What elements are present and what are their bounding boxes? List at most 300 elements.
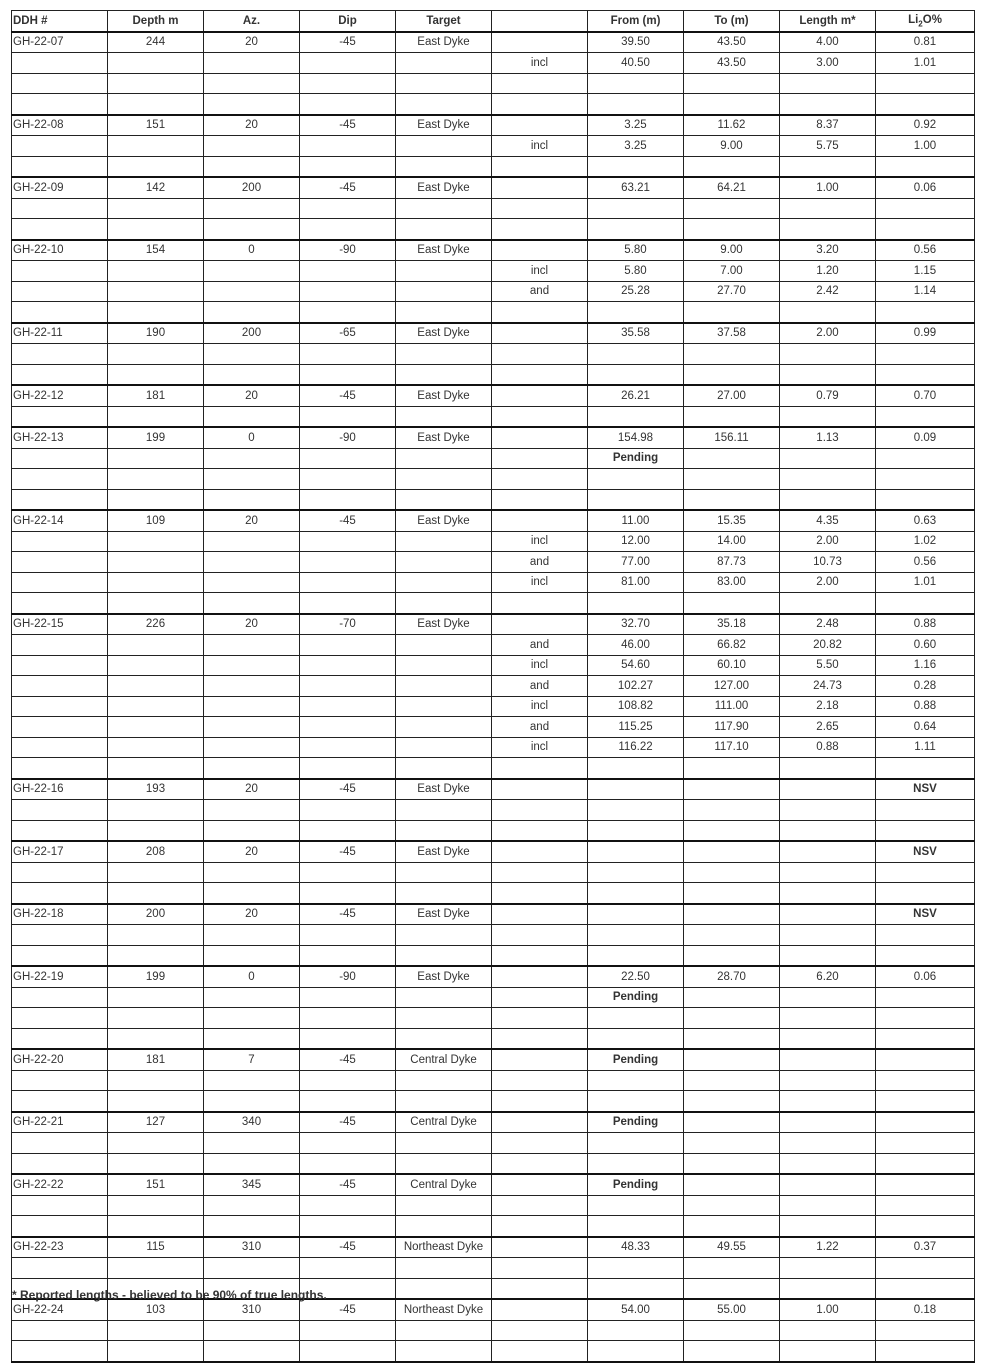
cell-from: Pending [588, 1112, 684, 1133]
cell-to: 55.00 [684, 1299, 780, 1320]
cell-from [588, 1320, 684, 1341]
cell-ddh [12, 862, 108, 883]
cell-to [684, 883, 780, 904]
cell-length: 20.82 [780, 635, 876, 656]
cell-to [684, 1008, 780, 1029]
cell-depth [108, 862, 204, 883]
cell-depth [108, 1153, 204, 1174]
cell-from: 102.27 [588, 676, 684, 697]
cell-ddh: GH-22-08 [12, 115, 108, 136]
cell-depth [108, 94, 204, 115]
table-row [12, 448, 975, 469]
cell-to [684, 904, 780, 925]
cell-azimuth: 20 [204, 904, 300, 925]
cell-azimuth [204, 1195, 300, 1216]
cell-ddh [12, 1320, 108, 1341]
cell-depth: 154 [108, 240, 204, 261]
cell-to [684, 758, 780, 779]
cell-qualifier [492, 758, 588, 779]
cell-depth: 193 [108, 779, 204, 800]
cell-qualifier [492, 406, 588, 427]
cell-length: 2.48 [780, 614, 876, 635]
header-azimuth: Az. [204, 11, 300, 32]
cell-length: 10.73 [780, 552, 876, 573]
cell-from: Pending [588, 448, 684, 469]
cell-azimuth [204, 406, 300, 427]
cell-qualifier [492, 32, 588, 53]
drill-results-table [11, 10, 975, 1363]
cell-target [396, 406, 492, 427]
cell-qualifier [492, 904, 588, 925]
cell-li2o [876, 1133, 975, 1154]
cell-qualifier [492, 510, 588, 531]
cell-target [396, 302, 492, 323]
table-row [12, 406, 975, 427]
cell-from [588, 1195, 684, 1216]
cell-from: 77.00 [588, 552, 684, 573]
cell-ddh: GH-22-21 [12, 1112, 108, 1133]
cell-from: 46.00 [588, 635, 684, 656]
cell-from: 5.80 [588, 240, 684, 261]
cell-ddh [12, 281, 108, 302]
table-row [12, 344, 975, 365]
cell-azimuth [204, 696, 300, 717]
cell-depth [108, 593, 204, 614]
cell-target [396, 364, 492, 385]
cell-li2o [876, 94, 975, 115]
table-row [12, 1174, 975, 1195]
cell-dip [300, 593, 396, 614]
cell-li2o: 0.63 [876, 510, 975, 531]
cell-target [396, 800, 492, 821]
cell-li2o [876, 820, 975, 841]
cell-from [588, 73, 684, 94]
cell-ddh [12, 53, 108, 74]
header-to: To (m) [684, 11, 780, 32]
cell-from: 26.21 [588, 385, 684, 406]
cell-from [588, 841, 684, 862]
cell-li2o [876, 883, 975, 904]
header-qualifier [492, 11, 588, 32]
cell-depth [108, 1133, 204, 1154]
cell-target [396, 655, 492, 676]
cell-dip [300, 945, 396, 966]
cell-to [684, 344, 780, 365]
cell-dip: -45 [300, 177, 396, 198]
cell-length [780, 758, 876, 779]
cell-azimuth [204, 344, 300, 365]
cell-length: 0.79 [780, 385, 876, 406]
cell-length [780, 1195, 876, 1216]
cell-target: East Dyke [396, 614, 492, 635]
cell-target [396, 469, 492, 490]
cell-target: East Dyke [396, 323, 492, 344]
cell-depth [108, 883, 204, 904]
cell-dip [300, 344, 396, 365]
cell-azimuth: 20 [204, 385, 300, 406]
table-row [12, 156, 975, 177]
cell-ddh [12, 406, 108, 427]
cell-depth [108, 136, 204, 157]
cell-azimuth [204, 1133, 300, 1154]
cell-target: Central Dyke [396, 1049, 492, 1070]
table-row [12, 1216, 975, 1237]
cell-azimuth [204, 219, 300, 240]
cell-dip [300, 987, 396, 1008]
table-row [12, 1070, 975, 1091]
cell-dip [300, 1028, 396, 1049]
cell-to: 11.62 [684, 115, 780, 136]
cell-azimuth [204, 302, 300, 323]
cell-qualifier [492, 219, 588, 240]
table-row [12, 32, 975, 53]
cell-to [684, 1153, 780, 1174]
cell-qualifier [492, 1008, 588, 1029]
cell-azimuth: 20 [204, 115, 300, 136]
cell-azimuth [204, 1008, 300, 1029]
cell-qualifier: incl [492, 53, 588, 74]
cell-depth: 142 [108, 177, 204, 198]
cell-azimuth: 200 [204, 177, 300, 198]
cell-length [780, 904, 876, 925]
cell-length [780, 841, 876, 862]
cell-depth: 244 [108, 32, 204, 53]
cell-li2o [876, 925, 975, 946]
cell-to [684, 1320, 780, 1341]
cell-azimuth [204, 94, 300, 115]
cell-qualifier: and [492, 676, 588, 697]
cell-length: 2.00 [780, 323, 876, 344]
cell-depth [108, 198, 204, 219]
table-row [12, 820, 975, 841]
cell-length [780, 1341, 876, 1362]
cell-from [588, 883, 684, 904]
cell-dip [300, 156, 396, 177]
cell-li2o: 0.18 [876, 1299, 975, 1320]
table-row [12, 552, 975, 573]
cell-qualifier [492, 115, 588, 136]
cell-azimuth [204, 925, 300, 946]
cell-length: 1.13 [780, 427, 876, 448]
cell-to: 27.70 [684, 281, 780, 302]
table-row [12, 94, 975, 115]
cell-target [396, 883, 492, 904]
cell-length [780, 1278, 876, 1299]
cell-target [396, 261, 492, 282]
cell-depth [108, 531, 204, 552]
cell-ddh [12, 219, 108, 240]
cell-qualifier: incl [492, 696, 588, 717]
cell-from [588, 904, 684, 925]
cell-target: East Dyke [396, 240, 492, 261]
cell-to: 7.00 [684, 261, 780, 282]
cell-azimuth [204, 364, 300, 385]
cell-length [780, 198, 876, 219]
cell-li2o: 0.64 [876, 717, 975, 738]
cell-length: 5.50 [780, 655, 876, 676]
cell-ddh [12, 655, 108, 676]
cell-ddh [12, 758, 108, 779]
cell-ddh: GH-22-13 [12, 427, 108, 448]
cell-qualifier [492, 1320, 588, 1341]
cell-from [588, 489, 684, 510]
cell-target [396, 1028, 492, 1049]
cell-li2o [876, 469, 975, 490]
cell-dip [300, 1341, 396, 1362]
cell-azimuth: 310 [204, 1237, 300, 1258]
cell-dip [300, 1195, 396, 1216]
cell-dip: -45 [300, 904, 396, 925]
cell-depth [108, 635, 204, 656]
cell-to: 28.70 [684, 966, 780, 987]
cell-azimuth: 7 [204, 1049, 300, 1070]
cell-dip: -45 [300, 1237, 396, 1258]
table-row [12, 1153, 975, 1174]
cell-ddh: GH-22-07 [12, 32, 108, 53]
cell-target [396, 1216, 492, 1237]
cell-to [684, 1195, 780, 1216]
cell-li2o: 0.88 [876, 614, 975, 635]
table-row [12, 717, 975, 738]
cell-length [780, 406, 876, 427]
cell-target [396, 94, 492, 115]
cell-li2o [876, 1070, 975, 1091]
cell-dip: -90 [300, 966, 396, 987]
cell-azimuth [204, 552, 300, 573]
cell-ddh [12, 800, 108, 821]
cell-from: 11.00 [588, 510, 684, 531]
table-header [12, 11, 975, 32]
cell-ddh: GH-22-23 [12, 1237, 108, 1258]
table-row [12, 489, 975, 510]
cell-length: 2.65 [780, 717, 876, 738]
cell-from [588, 1216, 684, 1237]
cell-li2o [876, 1320, 975, 1341]
cell-to [684, 820, 780, 841]
cell-to: 60.10 [684, 655, 780, 676]
cell-from: 25.28 [588, 281, 684, 302]
cell-length [780, 883, 876, 904]
cell-dip [300, 676, 396, 697]
table-row [12, 1299, 975, 1320]
cell-ddh [12, 883, 108, 904]
cell-from [588, 198, 684, 219]
cell-target [396, 219, 492, 240]
cell-depth [108, 1070, 204, 1091]
table-row [12, 1237, 975, 1258]
cell-dip: -45 [300, 1299, 396, 1320]
cell-to: 9.00 [684, 136, 780, 157]
header-li2o [876, 11, 975, 32]
cell-dip [300, 73, 396, 94]
table-row [12, 966, 975, 987]
cell-depth [108, 469, 204, 490]
cell-dip [300, 572, 396, 593]
table-row [12, 737, 975, 758]
cell-from [588, 945, 684, 966]
cell-length [780, 1133, 876, 1154]
cell-qualifier [492, 1153, 588, 1174]
cell-li2o: 1.16 [876, 655, 975, 676]
cell-qualifier [492, 593, 588, 614]
cell-from [588, 1153, 684, 1174]
cell-qualifier: incl [492, 737, 588, 758]
cell-ddh [12, 676, 108, 697]
cell-dip [300, 862, 396, 883]
cell-dip [300, 1258, 396, 1279]
cell-azimuth [204, 1028, 300, 1049]
cell-depth [108, 820, 204, 841]
table-row [12, 800, 975, 821]
cell-ddh [12, 344, 108, 365]
cell-depth [108, 925, 204, 946]
cell-azimuth: 20 [204, 510, 300, 531]
cell-length: 4.35 [780, 510, 876, 531]
cell-qualifier [492, 800, 588, 821]
table-row [12, 510, 975, 531]
cell-li2o: 0.99 [876, 323, 975, 344]
table-body [12, 32, 975, 1362]
cell-length [780, 925, 876, 946]
cell-from [588, 925, 684, 946]
table-row [12, 614, 975, 635]
cell-dip [300, 800, 396, 821]
cell-li2o [876, 1112, 975, 1133]
cell-dip: -45 [300, 841, 396, 862]
cell-azimuth: 340 [204, 1112, 300, 1133]
table-row [12, 385, 975, 406]
cell-depth [108, 281, 204, 302]
cell-dip [300, 1153, 396, 1174]
cell-azimuth: 20 [204, 32, 300, 53]
cell-length [780, 302, 876, 323]
cell-dip [300, 219, 396, 240]
cell-ddh [12, 136, 108, 157]
table-row [12, 1008, 975, 1029]
cell-ddh [12, 737, 108, 758]
cell-li2o: 0.56 [876, 240, 975, 261]
cell-target [396, 1153, 492, 1174]
table-row [12, 427, 975, 448]
table-row [12, 531, 975, 552]
cell-length: 1.22 [780, 1237, 876, 1258]
cell-to [684, 1278, 780, 1299]
cell-target [396, 925, 492, 946]
cell-azimuth [204, 862, 300, 883]
cell-length [780, 219, 876, 240]
cell-length: 3.00 [780, 53, 876, 74]
cell-dip [300, 489, 396, 510]
cell-dip [300, 364, 396, 385]
cell-target [396, 73, 492, 94]
cell-azimuth [204, 469, 300, 490]
cell-ddh [12, 1216, 108, 1237]
cell-to [684, 1049, 780, 1070]
cell-target [396, 717, 492, 738]
cell-dip [300, 406, 396, 427]
cell-length: 2.00 [780, 531, 876, 552]
cell-to [684, 1028, 780, 1049]
cell-li2o [876, 302, 975, 323]
cell-azimuth: 20 [204, 841, 300, 862]
cell-ddh [12, 925, 108, 946]
cell-length [780, 344, 876, 365]
cell-from: Pending [588, 1049, 684, 1070]
header-dip: Dip [300, 11, 396, 32]
cell-li2o [876, 1258, 975, 1279]
cell-ddh: GH-22-19 [12, 966, 108, 987]
cell-azimuth [204, 800, 300, 821]
cell-azimuth [204, 655, 300, 676]
cell-length [780, 469, 876, 490]
cell-from: 39.50 [588, 32, 684, 53]
cell-dip [300, 883, 396, 904]
header-li2o-tail: O% [922, 13, 942, 26]
cell-depth [108, 1258, 204, 1279]
cell-dip [300, 925, 396, 946]
cell-dip [300, 261, 396, 282]
cell-azimuth [204, 448, 300, 469]
cell-length: 2.18 [780, 696, 876, 717]
cell-depth: 151 [108, 115, 204, 136]
cell-ddh [12, 1028, 108, 1049]
cell-ddh [12, 94, 108, 115]
cell-dip: -90 [300, 427, 396, 448]
table-row [12, 198, 975, 219]
cell-ddh [12, 531, 108, 552]
cell-ddh [12, 469, 108, 490]
cell-depth [108, 261, 204, 282]
cell-depth: 200 [108, 904, 204, 925]
cell-qualifier [492, 1341, 588, 1362]
cell-depth [108, 717, 204, 738]
cell-to: 43.50 [684, 32, 780, 53]
cell-ddh: GH-22-09 [12, 177, 108, 198]
cell-depth [108, 676, 204, 697]
table-row [12, 469, 975, 490]
cell-depth [108, 219, 204, 240]
cell-to [684, 364, 780, 385]
cell-ddh [12, 987, 108, 1008]
cell-target [396, 1133, 492, 1154]
cell-length [780, 1112, 876, 1133]
cell-depth: 103 [108, 1299, 204, 1320]
cell-ddh [12, 1133, 108, 1154]
cell-from [588, 820, 684, 841]
cell-to [684, 925, 780, 946]
cell-from [588, 758, 684, 779]
cell-qualifier [492, 841, 588, 862]
drill-results-table-container [11, 10, 974, 1363]
cell-li2o: 0.81 [876, 32, 975, 53]
cell-dip: -45 [300, 385, 396, 406]
cell-ddh [12, 635, 108, 656]
cell-target [396, 344, 492, 365]
cell-length: 4.00 [780, 32, 876, 53]
cell-azimuth: 310 [204, 1299, 300, 1320]
cell-azimuth [204, 593, 300, 614]
cell-depth: 199 [108, 427, 204, 448]
cell-length: 1.20 [780, 261, 876, 282]
cell-dip [300, 469, 396, 490]
cell-target [396, 1091, 492, 1112]
cell-dip: -65 [300, 323, 396, 344]
table-row [12, 945, 975, 966]
cell-length: 1.00 [780, 1299, 876, 1320]
cell-length: 0.88 [780, 737, 876, 758]
cell-dip [300, 1070, 396, 1091]
header-length: Length m* [780, 11, 876, 32]
